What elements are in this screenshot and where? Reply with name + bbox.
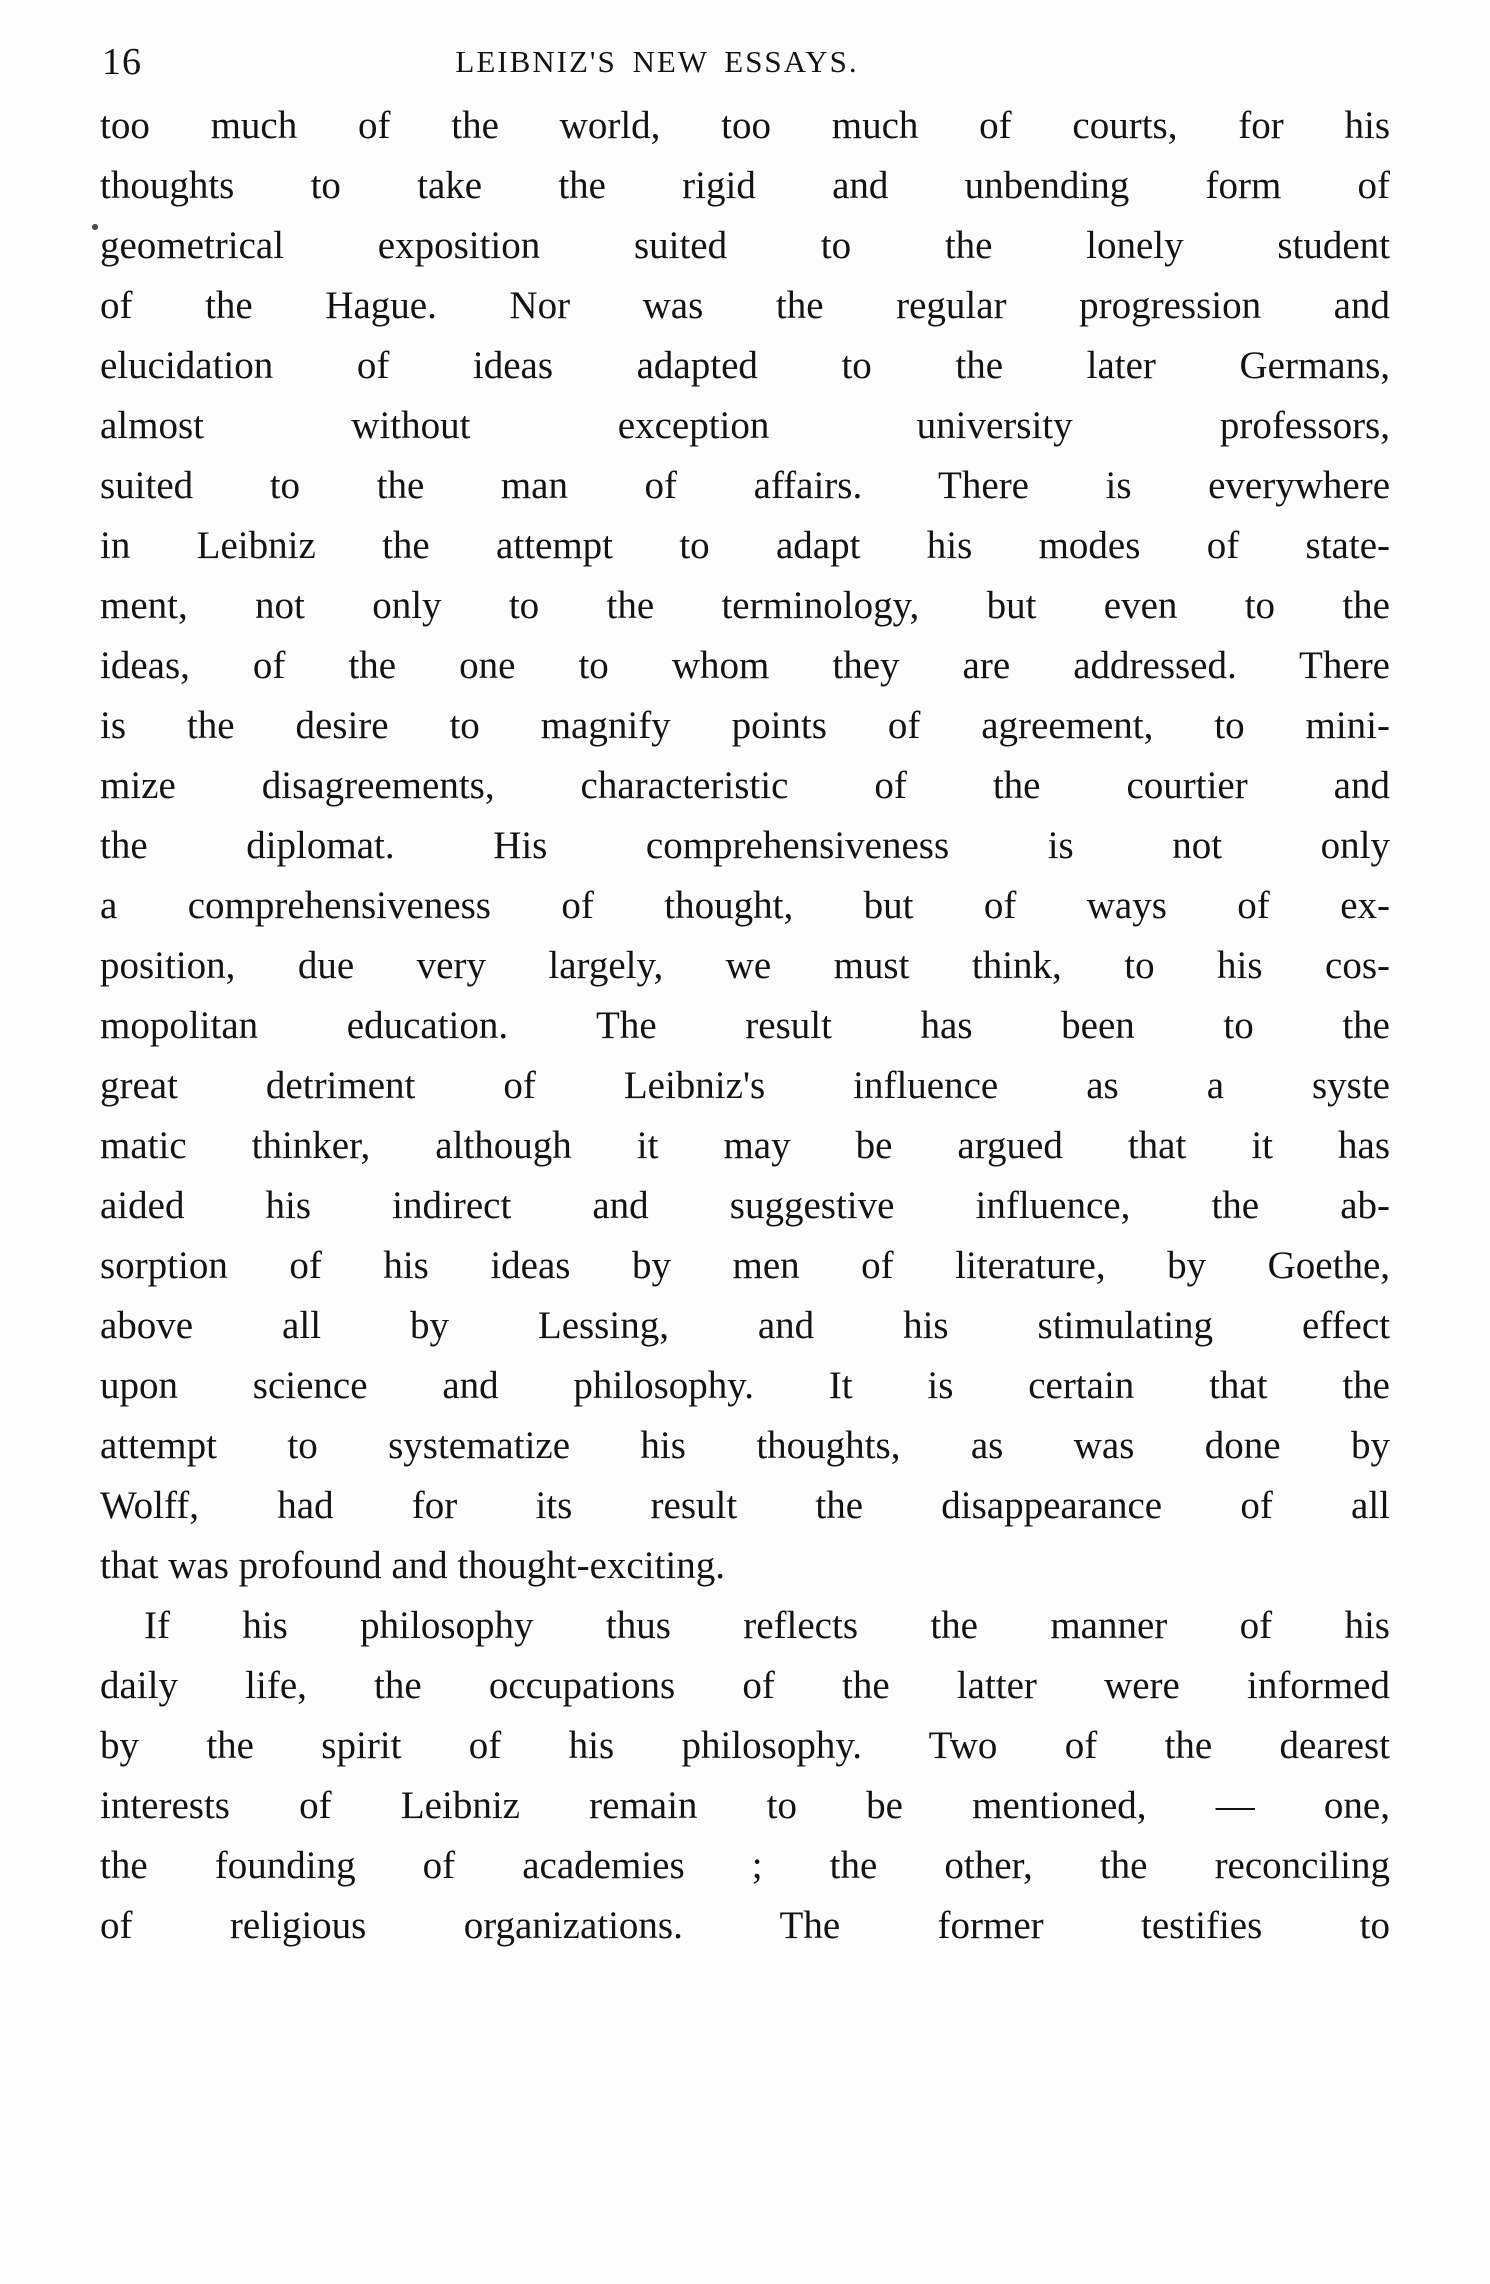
- text-line: mize disagreements, characteristic of the courtier and: [100, 764, 1390, 807]
- running-title: LEIBNIZ'S NEW ESSAYS.: [455, 44, 859, 79]
- page-number: 16: [102, 41, 142, 83]
- text-line: the founding of academies ; the other, the reconciling: [100, 1844, 1390, 1887]
- text-line: daily life, the occupations of the latter were informed: [100, 1664, 1390, 1707]
- text-line: that was profound and thought-exciting.: [100, 1544, 725, 1587]
- text-line: above all by Lessing, and his stimulating effect: [100, 1304, 1390, 1347]
- text-line: Wolff, had for its result the disappearance of all: [100, 1484, 1390, 1527]
- text-line: a comprehensiveness of thought, but of ways of ex-: [100, 884, 1390, 927]
- text-line: ment, not only to the terminology, but even to the: [100, 584, 1390, 627]
- text-line: of religious organizations. The former testifies to: [100, 1904, 1390, 1947]
- text-line: the diplomat. His comprehensiveness is not only: [100, 824, 1390, 867]
- text-line: mopolitan education. The result has been to the: [100, 1004, 1390, 1047]
- text-line: thoughts to take the rigid and unbending form of: [100, 164, 1390, 207]
- text-line: geometrical exposition suited to the lonely student: [100, 224, 1390, 267]
- text-line: in Leibniz the attempt to adapt his modes of state-: [100, 524, 1390, 567]
- text-line: attempt to systematize his thoughts, as was done by: [100, 1424, 1390, 1467]
- text-line: upon science and philosophy. It is certain that the: [100, 1364, 1390, 1407]
- text-line: is the desire to magnify points of agreement, to mini-: [100, 704, 1390, 747]
- text-line: suited to the man of affairs. There is everywhere: [100, 464, 1390, 507]
- page-header: [100, 40, 1390, 88]
- body-text: [100, 96, 1390, 1956]
- text-line: too much of the world, too much of courts, for his: [100, 104, 1390, 147]
- text-line: sorption of his ideas by men of literature, by Goethe,: [100, 1244, 1390, 1287]
- paragraph: [100, 1596, 1390, 1956]
- text-line: ideas, of the one to whom they are addressed. There: [100, 644, 1390, 687]
- text-line: almost without exception university professors,: [100, 404, 1390, 447]
- text-line: great detriment of Leibniz's influence as a syste: [100, 1064, 1390, 1107]
- text-line: If his philosophy thus reflects the manner of his: [144, 1604, 1390, 1647]
- text-line: position, due very largely, we must think, to his cos-: [100, 944, 1390, 987]
- text-line: aided his indirect and suggestive influence, the ab-: [100, 1184, 1390, 1227]
- text-line: by the spirit of his philosophy. Two of the dearest: [100, 1724, 1390, 1767]
- text-line: elucidation of ideas adapted to the later Germans,: [100, 344, 1390, 387]
- paragraph: [100, 96, 1390, 1596]
- text-line: matic thinker, although it may be argued that it has: [100, 1124, 1390, 1167]
- print-artifact-dot: [92, 224, 98, 230]
- text-line: interests of Leibniz remain to be mentioned, — one,: [100, 1784, 1390, 1827]
- text-line: of the Hague. Nor was the regular progression and: [100, 284, 1390, 327]
